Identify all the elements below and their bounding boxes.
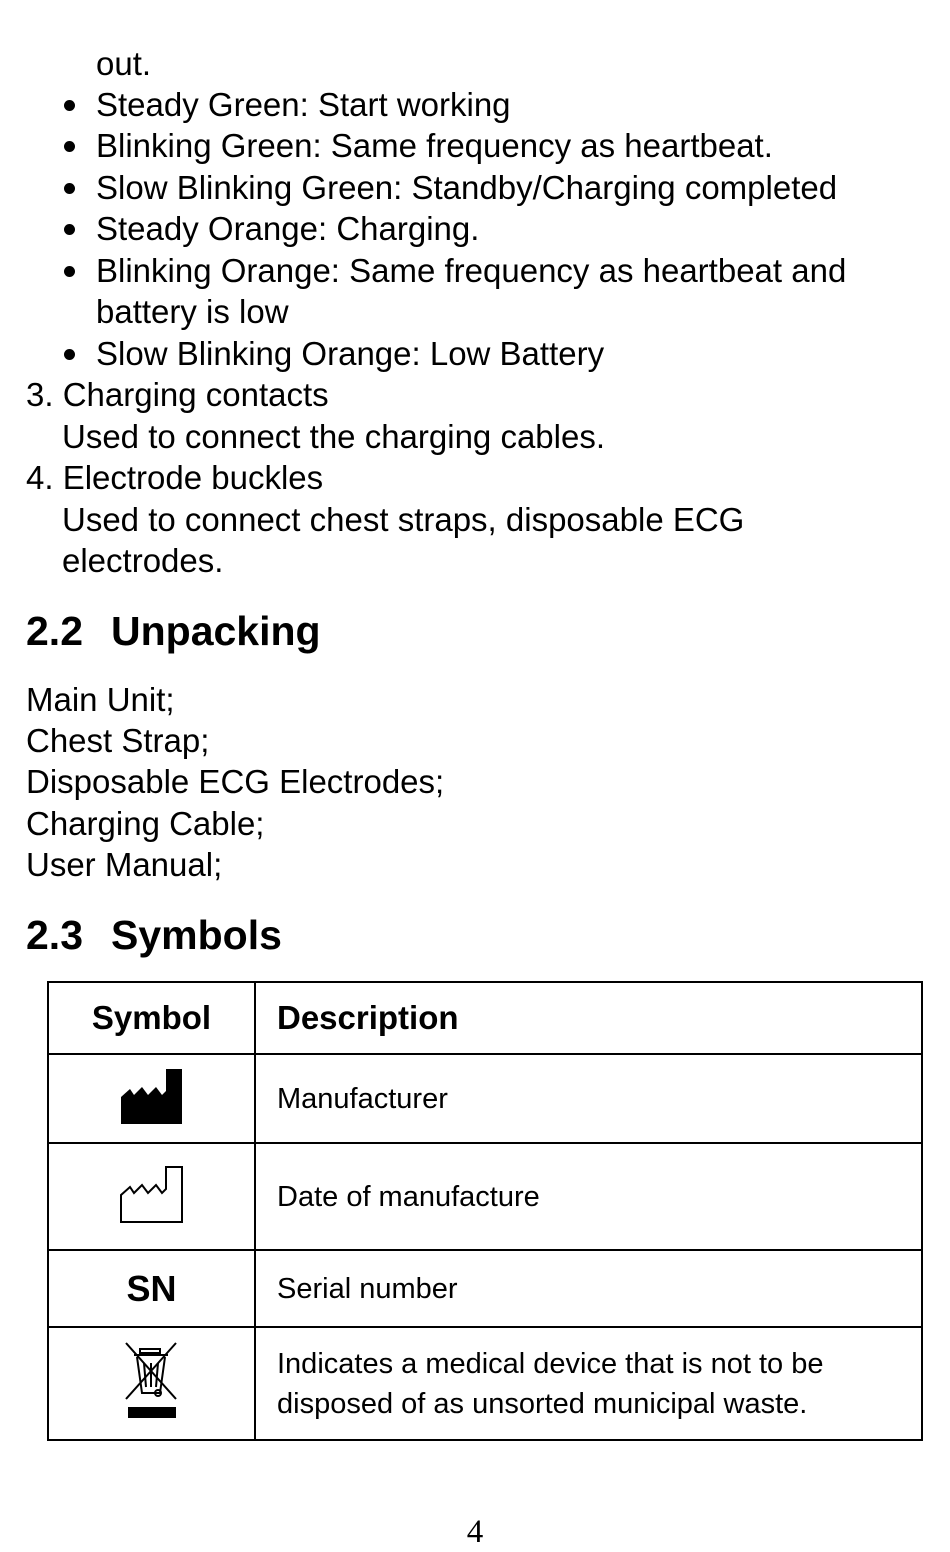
unpacking-item: Chest Strap; — [26, 722, 210, 759]
unpacking-item: Charging Cable; — [26, 805, 265, 842]
bullet — [64, 141, 75, 152]
list-item: Blinking Orange: Same frequency as heartbeat and — [96, 252, 847, 289]
symbols-table — [47, 981, 923, 1441]
serial-number-symbol: SN — [126, 1267, 177, 1309]
table-header-row — [48, 982, 922, 1054]
list-item: Steady Orange: Charging. — [96, 210, 480, 247]
date-of-manufacture-icon — [120, 1165, 184, 1223]
description-cell: Manufacturer — [255, 1054, 922, 1143]
bullet — [64, 349, 75, 360]
section-heading-symbols — [26, 912, 282, 958]
symbol-cell — [48, 1054, 255, 1143]
item-description: Used to connect the charging cables. — [62, 418, 606, 455]
unpacking-item: Main Unit; — [26, 681, 175, 718]
description-cell — [255, 1327, 922, 1440]
bullet — [64, 100, 75, 111]
item-title: 4. Electrode buckles — [26, 459, 324, 496]
description-line: disposed of as unsorted municipal waste. — [277, 1387, 808, 1420]
bullet — [64, 183, 75, 194]
symbol-cell — [48, 1143, 255, 1250]
symbol-cell — [48, 1327, 255, 1440]
bullet — [64, 224, 75, 235]
manufacturer-icon — [120, 1067, 184, 1125]
list-item: Slow Blinking Orange: Low Battery — [96, 335, 605, 372]
symbol-cell — [48, 1250, 255, 1327]
unpacking-item: User Manual; — [26, 846, 223, 883]
table-row — [48, 1054, 922, 1143]
header-description: Description — [255, 982, 922, 1054]
table-row — [48, 1250, 922, 1327]
page-number: 4 — [466, 1514, 484, 1550]
description-line: Indicates a medical device that is not to be — [277, 1347, 824, 1380]
header-symbol: Symbol — [48, 982, 255, 1054]
list-item: Steady Green: Start working — [96, 86, 511, 123]
list-item: Slow Blinking Green: Standby/Charging completed — [96, 169, 838, 206]
section-title: Unpacking — [111, 608, 321, 654]
list-item: Blinking Green: Same frequency as heartbeat. — [96, 127, 773, 164]
item-description: Used to connect chest straps, disposable ECG — [62, 501, 745, 538]
list-continuation: out. — [96, 45, 152, 82]
description-cell: Serial number — [255, 1250, 922, 1327]
list-item-continuation: battery is low — [96, 293, 289, 330]
table-row — [48, 1143, 922, 1250]
item-title: 3. Charging contacts — [26, 376, 329, 413]
unpacking-item: Disposable ECG Electrodes; — [26, 763, 445, 800]
item-description: electrodes. — [62, 542, 224, 579]
section-number: 2.3 — [26, 912, 83, 958]
section-title: Symbols — [111, 912, 282, 958]
weee-crossed-bin-icon — [122, 1341, 182, 1421]
table-row — [48, 1327, 922, 1440]
section-heading-unpacking — [26, 608, 321, 654]
section-number: 2.2 — [26, 608, 83, 654]
bullet — [64, 266, 75, 277]
description-cell: Date of manufacture — [255, 1143, 922, 1250]
